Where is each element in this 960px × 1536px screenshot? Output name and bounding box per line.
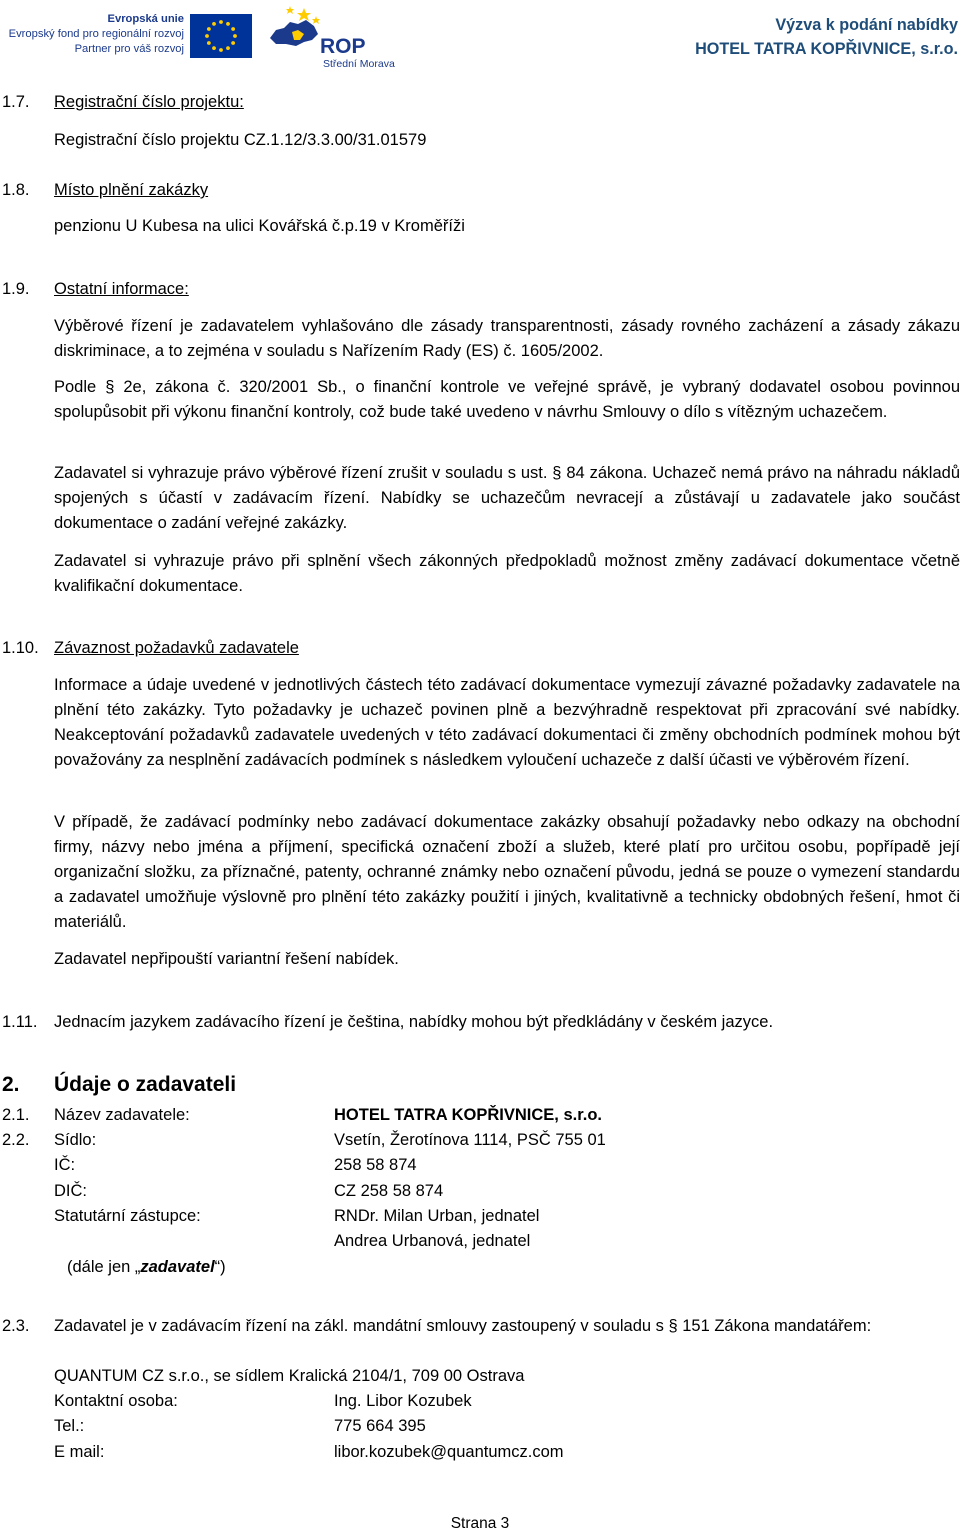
statutory-label: Statutární zástupce: — [54, 1207, 201, 1225]
eu-fund-label: Evropský fond pro regionální rozvoj — [8, 28, 184, 40]
email-label: E mail: — [54, 1443, 105, 1461]
rop-region-label: Střední Morava — [323, 58, 395, 70]
contact-value: Ing. Libor Kozubek — [334, 1392, 472, 1410]
seat-label: Sídlo: — [54, 1131, 97, 1149]
section-number-1-8: 1.8. — [2, 181, 30, 199]
eu-star-icon — [219, 20, 223, 24]
section-title-1-7: Registrační číslo projektu: — [54, 93, 244, 111]
eu-star-icon — [207, 41, 211, 45]
section-number-1-10: 1.10. — [2, 639, 39, 657]
document-title: Výzva k podání nabídky — [775, 16, 958, 34]
section-title-1-9: Ostatní informace: — [54, 280, 189, 298]
eu-star-icon — [233, 34, 237, 38]
row-number-2-3: 2.3. — [2, 1317, 30, 1335]
hereinafter-note — [67, 1255, 226, 1280]
eu-star-icon — [212, 22, 216, 26]
eu-star-icon — [226, 22, 230, 26]
contracting-name-value: HOTEL TATRA KOPŘIVNICE, s.r.o. — [334, 1106, 602, 1124]
quantum-address: QUANTUM CZ s.r.o., se sídlem Kralická 2104/1, 709 00 Ostrava — [54, 1367, 525, 1385]
hereinafter-prefix: (dále jen „ — [67, 1258, 141, 1276]
paragraph-binding-requirements: Informace a údaje uvedené v jednotlivých částech této zadávací dokumentace vymezují závazné požadavky zadavatele na plnění této zakázky. Tyto požadavky je uchazeč povinen plně a bezvýhradně respektovat při zpracování své nabídky. Neakceptování požadavků zadavatele uvedených v této zadávací dokumentaci či změny obchodních podmínek mohou být považovány za nesplnění zadávacích podmínek s následkem vyloučení uchazeče z další účasti ve výběrovém řízení. — [54, 676, 960, 769]
rop-map-icon — [264, 4, 324, 64]
seat-value: Vsetín, Žerotínova 1114, PSČ 755 01 — [334, 1131, 606, 1149]
hereinafter-suffix: “) — [214, 1258, 226, 1276]
ic-label: IČ: — [54, 1156, 76, 1174]
phone-label: Tel.: — [54, 1417, 85, 1435]
contact-label: Kontaktní osoba: — [54, 1392, 178, 1410]
statutory-value-1: RNDr. Milan Urban, jednatel — [334, 1207, 540, 1225]
contracting-name-label: Název zadavatele: — [54, 1106, 190, 1124]
eu-union-label: Evropská unie — [107, 13, 184, 25]
row-number-2-2: 2.2. — [2, 1131, 30, 1149]
project-number-text: Registrační číslo projektu CZ.1.12/3.3.00/31.01579 — [54, 131, 427, 149]
eu-star-icon — [231, 41, 235, 45]
company-name: HOTEL TATRA KOPŘIVNICE, s.r.o. — [695, 40, 958, 58]
eu-partner-label: Partner pro váš rozvoj — [74, 43, 184, 55]
eu-star-icon — [205, 34, 209, 38]
paragraph-standards: V případě, že zadávací podmínky nebo zadávací dokumentace zakázky obsahují požadavky nebo odkazy na obchodní firmy, názvy nebo jména a příjmení, specifická označení zboží a služeb, které platí pro určitou osobu, popřípadě její organizační složku, za příznačné, patenty, ochranné známky nebo označení původu, jedná se pouze o vymezení standardu a zadavatel umožňuje výslovně pro plnění této zakázky použití i jiných, kvalitativně a technicky obdobných řešení, hmot či materiálů. — [54, 813, 960, 931]
section-number-1-7: 1.7. — [2, 93, 30, 111]
paragraph-transparency: Výběrové řízení je zadavatelem vyhlašováno dle zásady transparentnosti, zásady rovného zacházení a zásady zákazu diskriminace, a to zejména v souladu s Nařízením Rady (ES) č. 1605/2002. — [54, 317, 960, 360]
hereinafter-term: zadavatel — [140, 1258, 215, 1276]
dic-value: CZ 258 58 874 — [334, 1182, 444, 1200]
eu-fund-text — [2, 12, 184, 57]
eu-star-icon — [226, 46, 230, 50]
row-number-2-1: 2.1. — [2, 1106, 30, 1124]
mandate-text: Zadavatel je v zadávacím řízení na zákl. mandátní smlouvy zastoupený v souladu s § 151 Zákona mandatářem: — [54, 1317, 872, 1335]
eu-star-icon — [231, 27, 235, 31]
paragraph-cancellation: Zadavatel si vyhrazuje právo výběrové řízení zrušit v souladu s ust. § 84 zákona. Uchazeč nemá právo na náhradu nákladů spojených s účastí v zadávacím řízení. Nabídky se uchazečům nevracejí a zůstávají u zadavatele jako součást dokumentace o zadání veřejné zakázky. — [54, 464, 960, 532]
dic-label: DIČ: — [54, 1182, 87, 1200]
page-number: Strana 3 — [450, 1515, 510, 1532]
ic-value: 258 58 874 — [334, 1156, 417, 1174]
statutory-value-2: Andrea Urbanová, jednatel — [334, 1232, 531, 1250]
rop-brand-label: ROP — [320, 35, 366, 58]
eu-star-icon — [219, 48, 223, 52]
eu-flag-icon — [190, 14, 252, 58]
place-of-performance-text: penzionu U Kubesa na ulici Kovářská č.p.19 v Kroměříži — [54, 217, 465, 235]
eu-rop-logo-block — [2, 12, 402, 68]
eu-star-icon — [207, 27, 211, 31]
section-number-1-9: 1.9. — [2, 280, 30, 298]
section-title-1-8: Místo plnění zakázky — [54, 181, 209, 199]
paragraph-changes: Zadavatel si vyhrazuje právo při splnění všech zákonných předpokladů možnost změny zadávací dokumentace včetně kvalifikační dokumentace. — [54, 552, 960, 595]
email-value: libor.kozubek@quantumcz.com — [334, 1443, 564, 1461]
document-header — [695, 13, 958, 61]
section-number-1-11: 1.11. — [2, 1013, 38, 1031]
phone-value: 775 664 395 — [334, 1417, 426, 1435]
eu-star-icon — [212, 46, 216, 50]
paragraph-no-variants: Zadavatel nepřipouští variantní řešení nabídek. — [54, 950, 399, 968]
paragraph-financial-control: Podle § 2e, zákona č. 320/2001 Sb., o finanční kontrole ve veřejné správě, je vybraný dodavatel osobou povinnou spolupůsobit při výkonu finanční kontroly, což bude také uvedeno v návrhu Smlouvy o dílo s vítězným uchazečem. — [54, 378, 960, 421]
language-text: Jednacím jazykem zadávacího řízení je čeština, nabídky mohou být předkládány v českém jazyce. — [54, 1013, 774, 1031]
section-title-1-10: Závaznost požadavků zadavatele — [54, 639, 299, 657]
section-title-2: Údaje o zadavateli — [54, 1073, 237, 1096]
section-number-2: 2. — [2, 1073, 20, 1096]
